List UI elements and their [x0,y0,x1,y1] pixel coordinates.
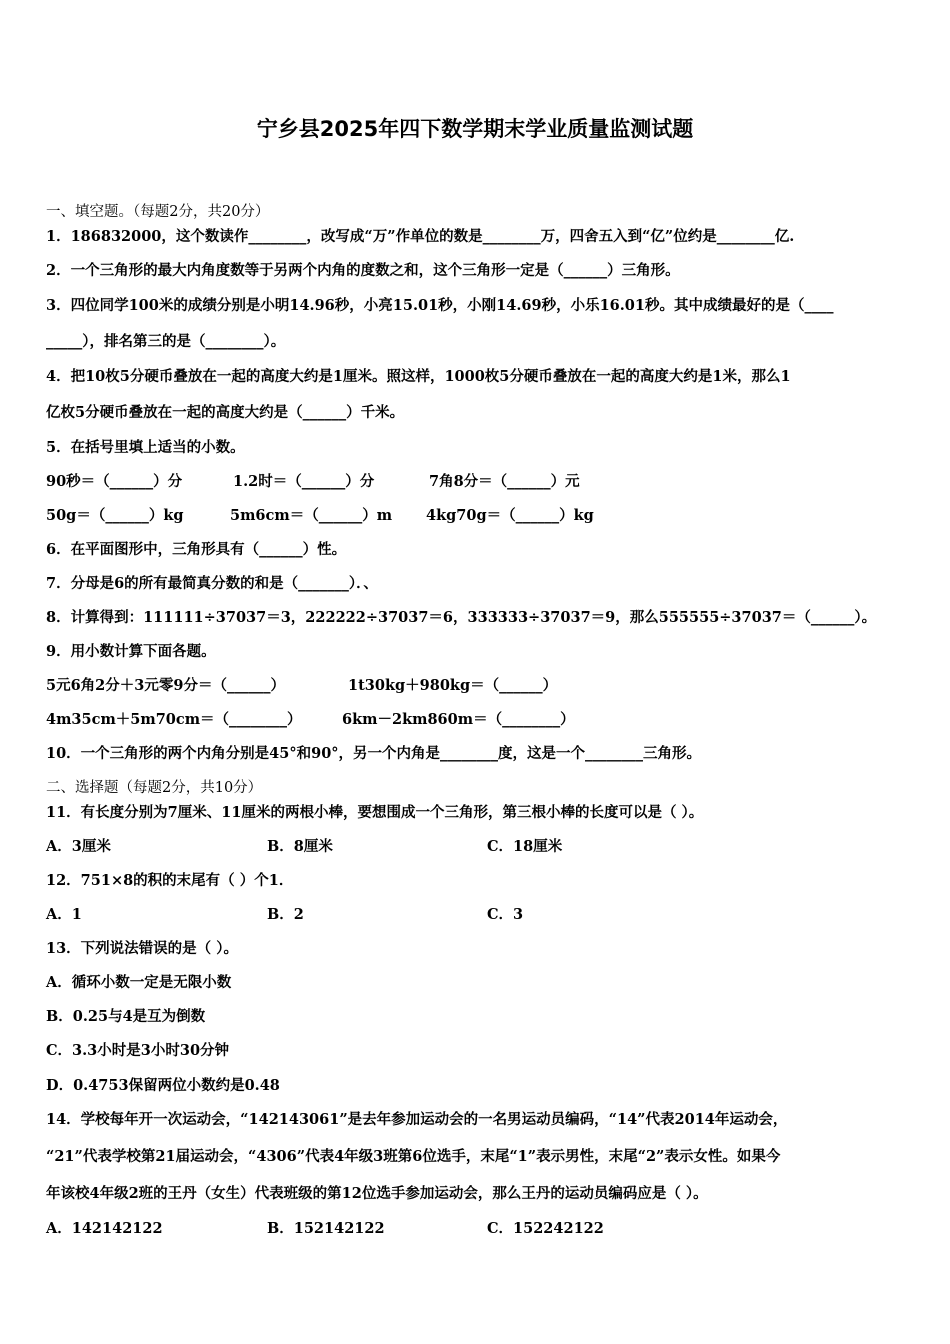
question-9-stem: 9．用小数计算下面各题。 [46,643,216,660]
question-9-item-1: 5元6角2分＋3元零9分＝（______） [46,677,285,694]
option-a: A．3厘米 [46,838,111,855]
question-14-line-2: “21”代表学校第21届运动会，“4306”代表4年级3班第6位选手，末尾“1”表示男性，末尾“2”表示女性。如果今 [46,1148,781,1165]
question-12-options [46,905,906,925]
question-3-line-1: 3．四位同学100米的成绩分别是小明14.96秒，小亮15.01秒，小刚14.69秒，小乐16.01秒。其中成绩最好的是（____ [46,297,834,314]
option-b: B．152142122 [267,1220,385,1237]
question-6: 6．在平面图形中，三角形具有（______）性。 [46,541,347,558]
question-2: 2．一个三角形的最大内角度数等于另两个内角的度数之和，这个三角形一定是（______）三角形。 [46,262,680,279]
question-13-option-b: B．0.25与4是互为倒数 [46,1008,206,1025]
question-5-blank-6: 4kg70g＝（______）kg [426,507,594,524]
question-3-line-2: _____），排名第三的是（________）。 [46,333,286,350]
question-1: 1．186832000，这个数读作________，改写成“万”作单位的数是________万，四舍五入到“亿”位约是________亿. [46,228,795,245]
question-5-blank-1: 90秒＝（______）分 [46,473,183,490]
question-5-blank-4: 50g＝（______）kg [46,507,184,524]
option-b: B．2 [267,906,304,923]
option-c: C．18厘米 [487,838,563,855]
question-5-row-1 [46,472,906,492]
page-title: 宁乡县2025年四下数学期末学业质量监测试题 [256,117,694,141]
question-13-option-a: A．循环小数一定是无限小数 [46,974,232,991]
question-7: 7．分母是6的所有最简真分数的和是（_______）．、 [46,575,378,592]
question-13-stem: 13．下列说法错误的是（ ）。 [46,940,238,957]
question-5-blank-2: 1.2时＝（______）分 [233,473,375,490]
question-12-stem: 12．751×8的积的末尾有（ ）个1． [46,872,294,889]
section2-heading: 二、选择题（每题2分，共10分） [46,780,263,796]
question-11-options [46,837,906,857]
question-14-line-1: 14．学校每年开一次运动会，“142143061”是去年参加运动会的一名男运动员编码，“14”代表2014年运动会， [46,1111,788,1128]
question-5-blank-5: 5m6cm＝（______）m [230,507,393,524]
question-9-row-1 [46,676,906,696]
question-5-stem: 5．在括号里填上适当的小数。 [46,439,245,456]
question-4-line-1: 4．把10枚5分硬币叠放在一起的高度大约是1厘米。照这样，1000枚5分硬币叠放在一起的高度大约是1米，那么1 [46,368,791,385]
question-9-item-4: 6km－2km860m＝（________） [342,711,575,728]
option-a: A．142142122 [46,1220,163,1237]
question-8: 8．计算得到：111111÷37037＝3，222222÷37037＝6，333333÷37037＝9，那么555555÷37037＝（______）。 [46,609,877,626]
question-4-line-2: 亿枚5分硬币叠放在一起的高度大约是（______）千米。 [46,404,405,421]
question-5-blank-3: 7角8分＝（______）元 [429,473,580,490]
question-13-option-c: C．3.3小时是3小时30分钟 [46,1042,230,1059]
option-c: C．3 [487,906,524,923]
question-14-options [46,1219,906,1239]
question-9-item-2: 1t30kg＋980kg＝（______） [348,677,558,694]
question-5-row-2 [46,506,906,526]
question-9-row-2 [46,710,906,730]
option-a: A．1 [46,906,82,923]
option-b: B．8厘米 [267,838,333,855]
question-11-stem: 11．有长度分别为7厘米、11厘米的两根小棒，要想围成一个三角形，第三根小棒的长度可以是（ ）。 [46,804,704,821]
question-10: 10．一个三角形的两个内角分别是45°和90°，另一个内角是________度，这是一个________三角形。 [46,745,702,762]
option-c: C．152242122 [487,1220,604,1237]
question-14-line-3: 年该校4年级2班的王丹（女生）代表班级的第12位选手参加运动会，那么王丹的运动员编码应是（ ）。 [46,1185,708,1202]
question-9-item-3: 4m35cm＋5m70cm＝（________） [46,711,302,728]
section1-heading: 一、填空题。（每题2分，共20分） [46,204,270,220]
question-13-option-d: D．0.4753保留两位小数约是0.48 [46,1077,280,1094]
